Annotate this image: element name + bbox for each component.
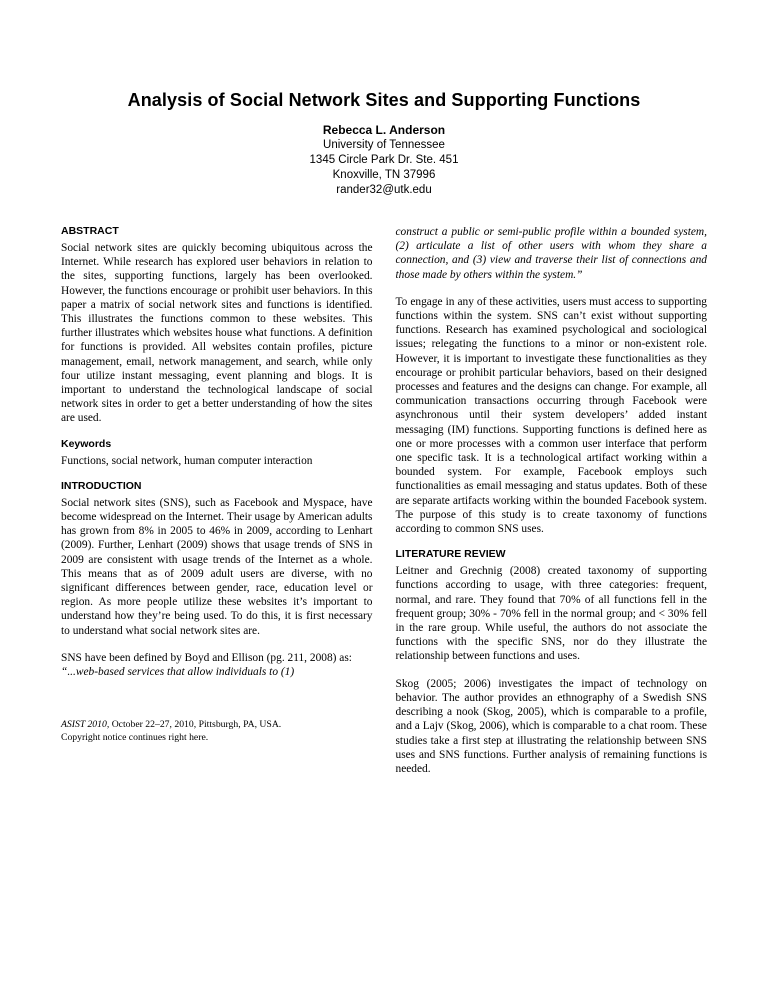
right-column <box>396 225 708 776</box>
literature-paragraph-2: Skog (2005; 2006) investigates the impact of technology on behavior. The author provides an ethnography of a Swedish SNS describing a nook (Skog, 2005), which is comparable to a profile, and a Lajv (Skog, 2006), which is comparable to a chat room. These studies take a first step at illustrating the relationship between SNS uses and SNS functions. Further analysis of remaining functions is needed. <box>395 677 707 775</box>
author-email: rander32@utk.edu <box>336 184 432 196</box>
literature-paragraph-1: Leitner and Grechnig (2008) created taxonomy of supporting functions according to usage, with three categories: frequent, normal, and rare. They found that 70% of all functions fell in the frequent group; 30% - 70% fell in the normal group; and < 30% fell in the rare group. While useful, the authors do not associate the functions with the specific SNS, nor do they illustrate the relationship between functions and uses. <box>395 565 707 663</box>
copyright-footnote <box>61 719 348 744</box>
author-address-line2: Knoxville, TN 37996 <box>332 169 436 181</box>
keywords-text: Functions, social network, human computer interaction <box>61 454 313 467</box>
abstract-heading: ABSTRACT <box>61 225 119 237</box>
author-name: Rebecca L. Anderson <box>322 123 446 137</box>
keywords-heading: Keywords <box>61 437 112 450</box>
introduction-heading: INTRODUCTION <box>61 479 142 492</box>
introduction-text: Social network sites (SNS), such as Facebook and Myspace, have become widespread on the Internet. Their usage by American adults has grown from 8% in 2005 to 46% in 2009, according to Lenhart (2009). Further, Lenhart (2009) shows that usage trends of SNS in 2009 are consistent with usage trends of the Internet as a whole. This means that as of 2009 adult users are diverse, with no significant differences between gender, race, education level or region. As more people utilize these websites it’s important to understand how they’re being used. To do this, it is first necessary to understand what social network sites are. <box>61 496 373 637</box>
left-column <box>61 225 373 744</box>
quote-continuation: construct a public or semi-public profile within a bounded system, (2) articulate a list of other users with whom they share a connection, and (3) view and traverse their list of connections and those made by others within the system.” <box>395 226 707 281</box>
footnote-line-2: Copyright notice continues right here. <box>61 731 209 743</box>
footnote-line-1 <box>61 719 348 731</box>
author-address-line1: 1345 Circle Park Dr. Ste. 451 <box>309 154 459 166</box>
two-column-body <box>0 225 768 776</box>
abstract-text: Social network sites are quickly becoming ubiquitous across the Internet. While research has explored user behaviors in relation to the sites, supporting functions, largely has been overlooked. However, the functions encourage or prohibit user behaviors. In this paper a matrix of social network sites and functions is identified. This illustrates the functions common to these websites. This further illustrates which websites house what functions. A definition for functions is provided. All websites contain profiles, picture management, email, network management, and search, while only four utilize instant messaging, event planning and blogs. It is important to understand the technological landscape of social network sites in order to get a better understanding of how the sites are used. <box>61 242 373 425</box>
supporting-functions-paragraph: To engage in any of these activities, users must access to supporting functions within the system. SNS can’t exist without supporting functions. Research has examined psychological and sociological issues; relegating the functions to a minor or non-existent role. However, it is important to investigate these functionalities as they encourage or prohibit particular behaviors, based on their designed processes and features and the designs can change. For example, all communication transactions occurring through Facebook were asynchronous until their system developers’ added instant messaging (IM) functions. Supporting functions is defined here as one or more processes with a common user interface that perform one specific task. It is a technological artifact working within a bounded system. For example, Facebook employs such functionalities as email messaging and status updates. Both of these are separate artifacts working within the bounded Facebook system. The purpose of this study is to create taxonomy of functions according to common SNS uses. <box>395 295 707 536</box>
footnote-conference-details: October 22–27, 2010, Pittsburgh, PA, USA. <box>109 719 282 731</box>
author-affiliation: University of Tennessee <box>323 139 445 151</box>
sns-definition-lead: SNS have been defined by Boyd and Ellison (pg. 211, 2008) as: <box>61 651 352 664</box>
literature-review-heading: LITERATURE REVIEW <box>395 548 506 561</box>
paper-title: Analysis of Social Network Sites and Supporting Functions <box>127 90 641 110</box>
author-block <box>0 122 768 198</box>
quote-opening-line: “...web-based services that allow individuals to (1) <box>61 666 295 679</box>
footnote-conference-name: ASIST 2010, <box>61 719 110 731</box>
